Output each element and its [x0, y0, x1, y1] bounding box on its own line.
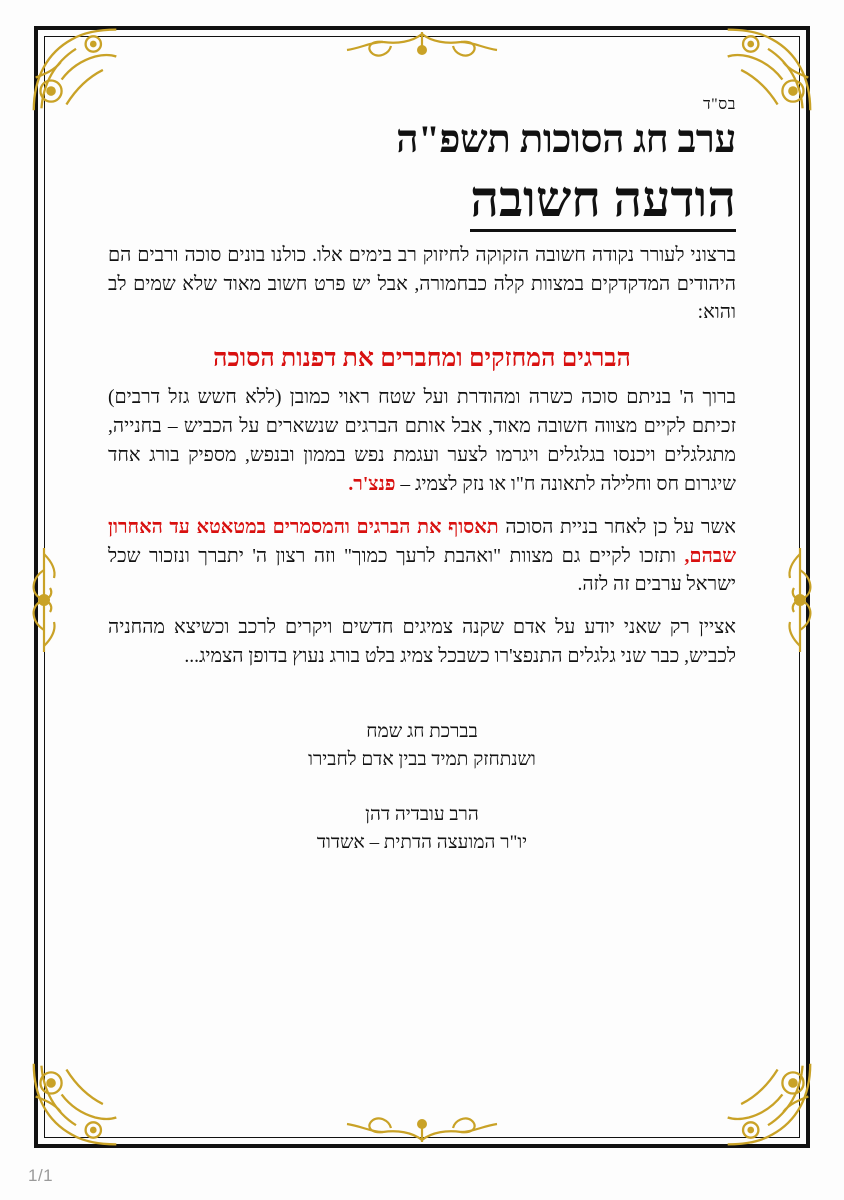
paragraph-body-1-highlight: פנצ'ר.	[348, 473, 396, 495]
signature-spacer	[108, 775, 736, 801]
paragraph-body-3: אציין רק שאני יודע על אדם שקנה צמיגים חדשים ויקרים לרכב וכשיצא מהחניה לכביש, כבר שני גלגלים התנפצ'רו כשבכל צמיג בלט בורג נעוץ בדופן הצמיג...	[108, 617, 736, 668]
paragraph-intro: ברצוני לעורר נקודה חשובה הזקוקה לחיזוק רב בימים אלו. כולנו בונים סוכה ורבים הם היהודים המדקדקים במצוות קלה כבחמורה, אבל יש פרט חשוב מאוד שלא שמים לב והוא:	[108, 244, 736, 324]
paragraph-body-2-highlight: תאסוף את הברגים והמסמרים במטאטא עד האחרון שבהם,	[108, 516, 736, 567]
signature-role: יו"ר המועצה הדתית – אשדוד	[316, 832, 528, 854]
signature-blessing: בברכת חג שמח	[366, 720, 478, 742]
paragraph-body-2-text-a: אשר על כן לאחר בניית הסוכה	[498, 516, 737, 538]
document-content	[108, 96, 736, 1100]
page-title	[108, 170, 736, 228]
document-subtitle: ערב חג הסוכות תשפ"ה	[396, 118, 736, 161]
signature-name: הרב עובדיה דהן	[365, 803, 479, 825]
paragraph-body-1	[108, 384, 736, 499]
signature-block	[108, 718, 736, 858]
page-title-text: הודעה חשובה	[470, 171, 736, 232]
paragraph-body-2	[108, 514, 736, 601]
bsd-header: בס"ד	[702, 96, 736, 113]
paragraph-body-2-text-b: ותזכו לקיים גם מצוות "ואהבת לרעך כמוך" וזה רצון ה' יתברך ונזכור שכל ישראל ערבים זה לזה.	[108, 545, 736, 596]
page-counter: 1/1	[28, 1166, 54, 1185]
paragraph-body-1-text: ברוך ה' בניתם סוכה כשרה ומהודרת ועל שטח ראוי כמובן (ללא חשש גזל דרבים) זכיתם לקיים מצווה חשובה מאוד, אבל אותם הברגים שנשארים על הכביש – בחנייה, מתגלגלים ויכנסו בגלגלים ויגרמו לצער ועגמת נפש בממון ובנפש, מספיק בורג אחד שיגרום חס וחלילה לתאונה ח"ו או נזק לצמיג –	[108, 387, 736, 495]
signature-line-2: ושנתחזק תמיד בבין אדם לחבירו	[308, 749, 536, 771]
red-heading-screws: הברגים המחזקים ומחברים את דפנות הסוכה	[213, 345, 631, 373]
